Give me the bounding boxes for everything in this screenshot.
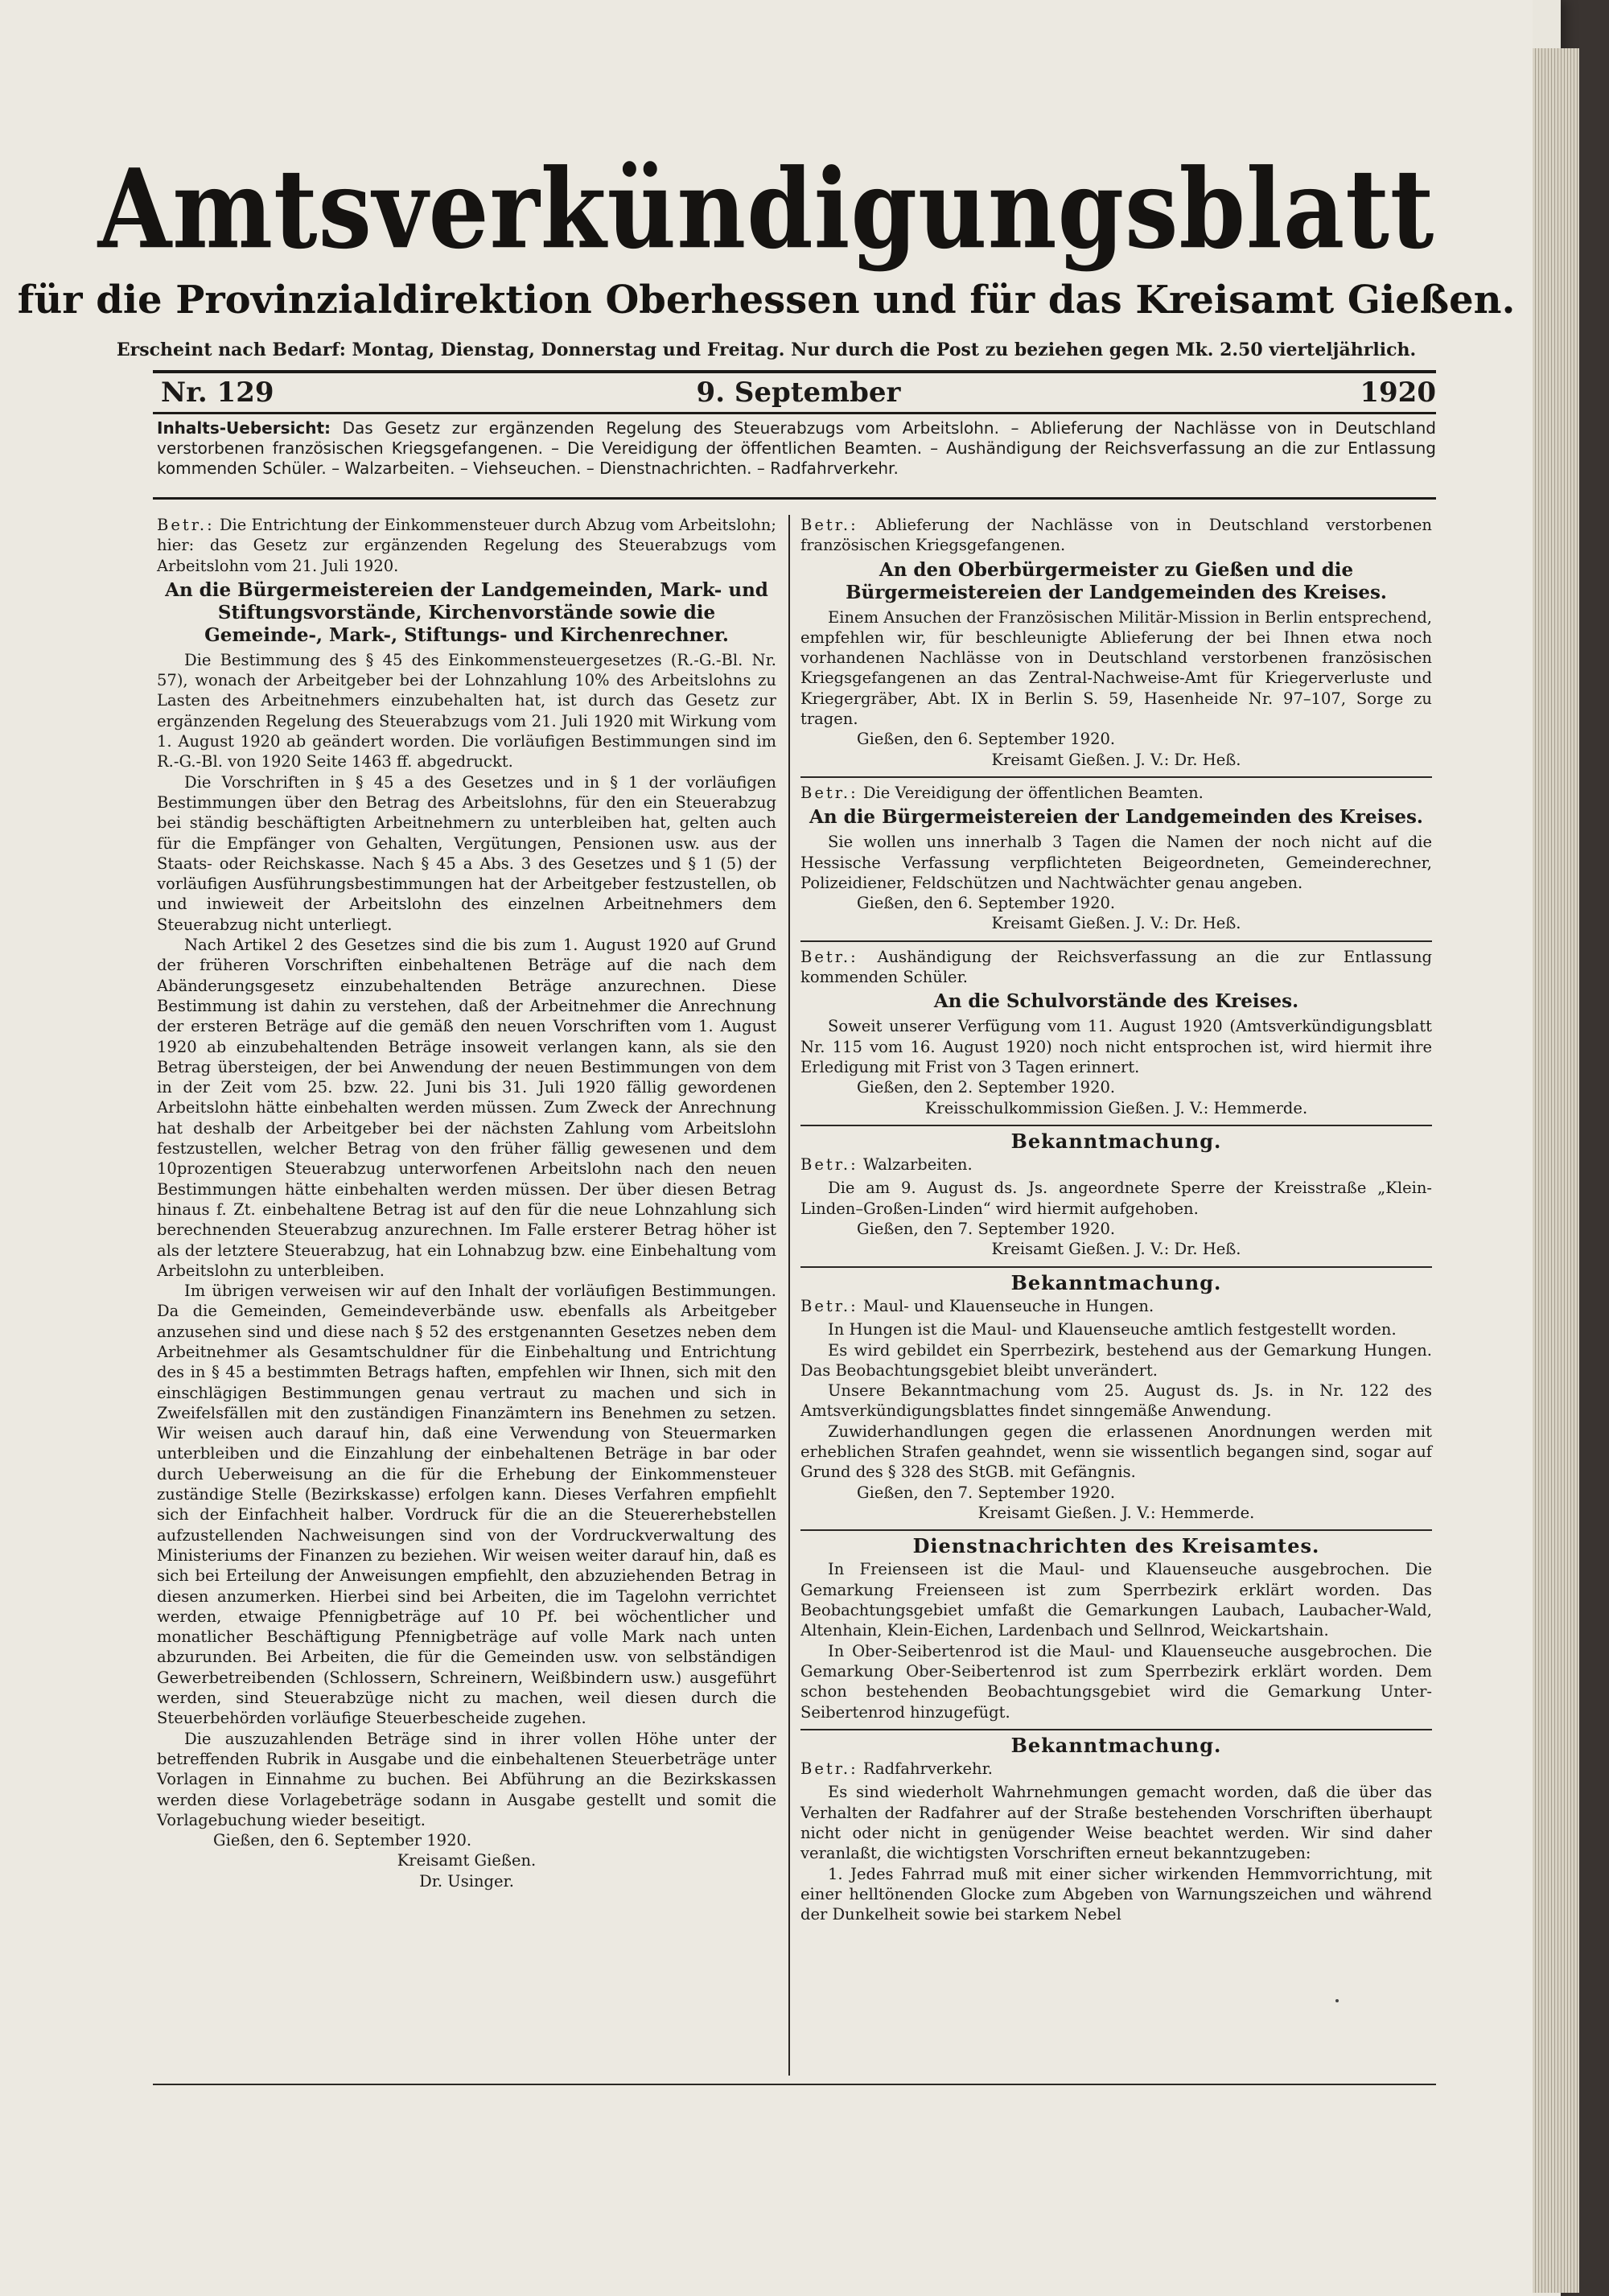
betr-text: Die Entrichtung der Einkommensteuer durch Abzug vom Arbeitslohn; hier: das Gesetz zur ergänzenden Regelung des Steuerabzugs vom Arbeitslohn vom 21. Juli 1920. [157, 516, 776, 575]
header-rule-bottom [153, 412, 1436, 414]
paragraph: Einem Ansuchen der Französischen Militär-Mission in Berlin entsprechend, empfehlen wir, für beschleunigte Ablieferung der bei Ihnen etwa noch vorhandenen Nachlässe von in Deutschland verstorbenen französischen Kriegsgefangenen an das Zentral-Nachweise-Amt für Kriegerverluste und Kriegergräber, Abt. IX in Berlin S. 59, Hasenheide Nr. 97–107, Sorge zu tragen. [800, 607, 1432, 729]
signature-line: Kreisschulkommission Gießen. J. V.: Hemmerde. [924, 1098, 1308, 1117]
issue-year: 1920 [1360, 376, 1436, 409]
betr-label: Betr.: [800, 947, 858, 966]
announcement-title: Bekanntmachung. [1010, 1129, 1222, 1153]
address-line: An die Schulvorstände des Kreises. [933, 990, 1299, 1013]
betr-line [157, 515, 776, 576]
publication-schedule: Erscheint nach Bedarf: Montag, Dienstag, Donnerstag und Freitag. Nur durch die Post zu beziehen gegen Mk. 2.50 vierteljährlich. [116, 339, 1417, 360]
betr-label: Betr.: [800, 1296, 858, 1315]
toc-rule [153, 497, 1436, 500]
book-page-edges [1533, 48, 1579, 2293]
header-rule-top [153, 370, 1436, 373]
paragraph: Soweit unserer Verfügung vom 11. August 1920 (Amtsverkündigungsblatt Nr. 115 vom 16. August 1920) noch nicht entsprochen ist, wird hiermit ihre Erledigung mit Frist von 3 Tagen erinnert. [800, 1017, 1432, 1076]
paragraph: Im übrigen verweisen wir auf den Inhalt der vorläufigen Bestimmungen. Da die Gemeinden, Gemeindeverbände usw. ebenfalls als Arbeitgeber anzusehen sind und diese nach § 52 des erstgenannten Gesetzes neben dem Arbeitnehmer als Gesamtschuldner für die Einbehaltung und Entrichtung des in § 45 a bestimmten Betrags haften, empfehlen wir Ihnen, sich mit den einschlägigen Bestimmungen genau vertraut zu machen und sich in Zweifelsfällen mit den zuständigen Finanzämtern ins Benehmen zu setzen. Wir weisen auch darauf hin, daß eine Verwendung von Steuermarken unterbleiben und die Einzahlung der einbehaltenen Beträge in bar oder durch Ueberweisung an die für die Erhebung der Einkommensteuer zuständige Stelle (Bezirkskasse) erfolgen kann. Dieses Verfahren empfiehlt sich der Einfachheit halber. Vordruck für die an die Steuererhebstellen aufzustellenden Nachweisungen sind von der Vordruckverwaltung des Ministeriums der Finanzen zu beziehen. Wir weisen weiter darauf hin, daß es sich bei Erteilung der Anweisungen empfiehlt, den abzuziehenden Betrag in diesen anzumerken. Hierbei sind bei Arbeiten, die im Tagelohn verrichtet werden, etwaige Pfennigbeträge auf 10 Pf. bei wöchentlicher und monatlicher Beschäftigung Pfennigbeträge auf volle Mark nach unten abzurunden. Bei Arbeiten, die für die Gemeinden usw. von selbständigen Gewerbetreibenden (Schlossern, Schreinern, Weißbindern usw.) ausgeführt werden, sind Steuerabzüge nicht zu machen, weil diesen durch die Steuerbehörden vorläufige Steuerbescheide zugehen. [157, 1282, 776, 1728]
signature-line: Kreisamt Gießen. J. V.: Dr. Heß. [991, 1240, 1241, 1259]
signature-place-date: Gießen, den 2. September 1920. [857, 1078, 1116, 1097]
footer-rule [153, 2084, 1436, 2085]
paragraph: Die Vorschriften in § 45 a des Gesetzes und in § 1 der vorläufigen Bestimmungen über den Betrag des Arbeitslohns, für den ein Steuerabzug bei ständig beschäftigten Arbeitnehmern zu unterbleiben hat, gelten auch für die Empfänger von Gehalten, Vergütungen, Pensionen usw. aus der Staats- oder Reichskasse. Nach § 45 a Abs. 3 des Gesetzes und § 1 (5) der vorläufigen Ausführungsbestimmungen hat der Arbeitgeber festzustellen, ob und inwieweit der Arbeitslohn des einzelnen Arbeitnehmers dem Steuerabzug nicht unterliegt. [157, 772, 776, 934]
betr-line [800, 1296, 1432, 1316]
betr-line [800, 515, 1432, 556]
paragraph: Sie wollen uns innerhalb 3 Tagen die Namen der noch nicht auf die Hessische Verfassung verpflichteten Beigeordneten, Gemeinderechner, Polizeidiener, Feldschützen und Nachtwächter genau angeben. [800, 833, 1432, 892]
signature-place-date: Gießen, den 7. September 1920. [857, 1483, 1116, 1502]
right-column [800, 515, 1432, 1925]
paragraph: Die auszuzahlenden Beträge sind in ihrer vollen Höhe unter der betreffenden Rubrik in Ausgabe und die einbehaltenen Steuerbeträge unter Vorlagen in Einnahme zu buchen. Bei Abführung an die Bezirkskassen werden diese Vorlagebeträge sodann in Ausgabe gestellt und somit die Vorlagebuchung wieder beseitigt. [157, 1729, 776, 1829]
betr-line [800, 1759, 1432, 1779]
signature-line: Kreisamt Gießen. J. V.: Dr. Heß. [991, 750, 1241, 769]
signature-place-date: Gießen, den 7. September 1920. [857, 1220, 1116, 1239]
signature-place-date: Gießen, den 6. September 1920. [213, 1831, 472, 1850]
paragraph: Zuwiderhandlungen gegen die erlassenen Anordnungen werden mit erheblichen Strafen geahndet, wenn sie wissentlich begangen sind, sogar auf Grund des § 328 des StGB. mit Gefängnis. [800, 1422, 1432, 1482]
betr-line [800, 1154, 1432, 1175]
signature-line: Kreisamt Gießen. J. V.: Dr. Heß. [991, 914, 1241, 933]
section-divider [800, 1125, 1432, 1126]
address-line: An den Oberbürgermeister zu Gießen und die Bürgermeistereien der Landgemeinden des Kreises. [846, 558, 1387, 603]
paragraph: In Freienseen ist die Maul- und Klauenseuche ausgebrochen. Die Gemarkung Freienseen ist zum Sperrbezirk erklärt worden. Das Beobachtungsgebiet umfaßt die Gemarkungen Laubach, Laubacher-Wald, Altenhain, Klein-Eichen, Lardenbach und Sellnrod, Weickartshain. [800, 1560, 1432, 1640]
paragraph: Die Bestimmung des § 45 des Einkommensteuergesetzes (R.-G.-Bl. Nr. 57), wonach der Arbeitgeber bei der Lohnzahlung 10% des Arbeitslohns zu Lasten des Arbeitnehmers einzubehalten hat, ist durch das Gesetz zur ergänzenden Regelung des Steuerabzugs vom 21. Juli 1920 mit Wirkung vom 1. August 1920 ab geändert worden. Die vorläufigen Bestimmungen sind im R.-G.-Bl. von 1920 Seite 1463 ff. abgedruckt. [157, 650, 776, 772]
betr-text: Maul- und Klauenseuche in Hungen. [862, 1296, 1154, 1315]
service-news-title: Dienstnachrichten des Kreisamtes. [912, 1534, 1320, 1558]
signature-place-date: Gießen, den 6. September 1920. [857, 894, 1116, 913]
announcement-title: Bekanntmachung. [1010, 1270, 1222, 1294]
column-divider [788, 515, 790, 2076]
section-divider [800, 940, 1432, 942]
signature-place-date: Gießen, den 6. September 1920. [857, 730, 1116, 749]
masthead-title: Amtsverkündigungsblatt [97, 144, 1435, 274]
betr-label: Betr.: [157, 516, 215, 534]
betr-text: Ablieferung der Nachlässe von in Deutschland verstorbenen französischen Kriegsgefangenen. [800, 516, 1432, 555]
betr-text: Radfahrverkehr. [862, 1759, 993, 1779]
issue-row [161, 376, 1436, 412]
section-divider [800, 1529, 1432, 1531]
betr-label: Betr.: [800, 516, 858, 534]
paragraph: In Ober-Seibertenrod ist die Maul- und Klauenseuche ausgebrochen. Die Gemarkung Ober-Seibertenrod ist zum Sperrbezirk erklärt worden. Dem schon bestehenden Beobachtungsgebiet wird die Gemarkung Unter-Seibertenrod hinzugefügt. [800, 1641, 1432, 1722]
address-line: An die Bürgermeistereien der Landgemeinden des Kreises. [809, 806, 1423, 829]
paragraph: Es sind wiederholt Wahrnehmungen gemacht worden, daß die über das Verhalten der Radfahrer auf der Straße bestehenden Vorschriften überhaupt nicht oder nicht in genügender Weise beachtet werden. Wir sind daher veranlaßt, die wichtigsten Vorschriften erneut bekanntzugeben: [800, 1783, 1432, 1863]
issue-number: Nr. 129 [161, 376, 274, 409]
betr-text: Walzarbeiten. [862, 1155, 973, 1175]
betr-text: Aushändigung der Reichsverfassung an die zur Entlassung kommenden Schüler. [800, 947, 1433, 987]
paragraph: Nach Artikel 2 des Gesetzes sind die bis zum 1. August 1920 auf Grund der früheren Vorschriften einbehaltenen Beträge auf die nach dem Abänderungsgesetz einzubehaltenden Beträge anzurechnen. Diese Bestimmung ist dahin zu verstehen, daß der Arbeitnehmer die Anrechnung der ersteren Beträge auf die gemäß den neuen Vorschriften vom 1. August 1920 ab einzubehaltenden Beträge insoweit verlangen kann, als sie den Betrag übersteigen, der bei Anwendung der neuen Bestimmungen von dem in der Zeit vom 25. bzw. 22. Juni bis 31. Juli 1920 fällig gewordenen Arbeitslohn hätte einbehalten werden müssen. Zum Zweck der Anrechnung hat deshalb der Arbeitgeber bei der nächsten Zahlung vom Arbeitslohn festzustellen, welcher Betrag von den früher fällig gewesenen und dem 10prozentigen Steuerabzug unterworfenen Arbeitslohn nach den neuen Bestimmungen hätte einbehalten werden müssen. Der über diesen Betrag hinaus f. Zt. einbehaltene Betrag ist auf den für die neue Lohnzahlung sich berechnenden Steuerabzug anzurechnen. Im Falle ersterer Betrag höher ist als der letztere Steuerabzug, hat ein Lohnabzug bzw. eine Einbehaltung vom Arbeitslohn zu unterbleiben. [157, 936, 776, 1280]
betr-line [800, 947, 1432, 988]
paragraph: In Hungen ist die Maul- und Klauenseuche amtlich festgestellt worden. [828, 1320, 1397, 1339]
betr-label: Betr.: [800, 1759, 858, 1779]
signature-office: Kreisamt Gießen. [397, 1851, 537, 1870]
announcement-title: Bekanntmachung. [1010, 1733, 1222, 1757]
paragraph: Es wird gebildet ein Sperrbezirk, bestehend aus der Gemarkung Hungen. Das Beobachtungsgebiet bleibt unverändert. [800, 1340, 1432, 1380]
signature-name: Dr. Usinger. [419, 1871, 514, 1891]
address-line: An die Bürgermeistereien der Landgemeinden, Mark- und Stiftungsvorstände, Kirchenvorstände sowie die Gemeinde-, Mark-, Stiftungs- und Kirchenrechner. [165, 578, 768, 646]
paragraph: Unsere Bekanntmachung vom 25. August ds. Js. in Nr. 122 des Amtsverkündigungsblattes findet sinngemäße Anwendung. [800, 1381, 1432, 1421]
paragraph: 1. Jedes Fahrrad muß mit einer sicher wirkenden Hemmvorrichtung, mit einer helltönenden Glocke zum Abgeben von Warnungszeichen und während der Dunkelheit sowie bei starkem Nebel [800, 1864, 1432, 1924]
print-speck [1335, 1999, 1339, 2002]
masthead-subtitle: für die Provinzialdirektion Oberhessen und für das Kreisamt Gießen. [17, 278, 1516, 323]
betr-text: Die Vereidigung der öffentlichen Beamten. [862, 783, 1204, 802]
betr-line [800, 783, 1432, 803]
toc-label: Inhalts-Uebersicht: [157, 418, 331, 438]
left-column [157, 515, 776, 1891]
signature-line: Kreisamt Gießen. J. V.: Hemmerde. [977, 1503, 1255, 1522]
issue-date: 9. September [696, 376, 901, 409]
section-divider [800, 1266, 1432, 1268]
section-divider [800, 776, 1432, 778]
paragraph: Die am 9. August ds. Js. angeordnete Sperre der Kreisstraße „Klein-Linden–Großen-Linden“ wird hiermit aufgehoben. [800, 1179, 1432, 1218]
section-divider [800, 1729, 1432, 1730]
toc-text: Das Gesetz zur ergänzenden Regelung des Steuerabzugs vom Arbeitslohn. – Ablieferung der Nachlässe von in Deutschland verstorbenen französischen Kriegsgefangenen. – Die Vereidigung der öffentlichen Beamten. – Aushändigung der Reichsverfassung an die zur Entlassung kommenden Schüler. – Walzarbeiten. – Viehseuchen. – Dienstnachrichten. – Radfahrverkehr. [157, 418, 1436, 478]
table-of-contents [157, 418, 1436, 479]
betr-label: Betr.: [800, 783, 858, 802]
betr-label: Betr.: [800, 1155, 858, 1175]
